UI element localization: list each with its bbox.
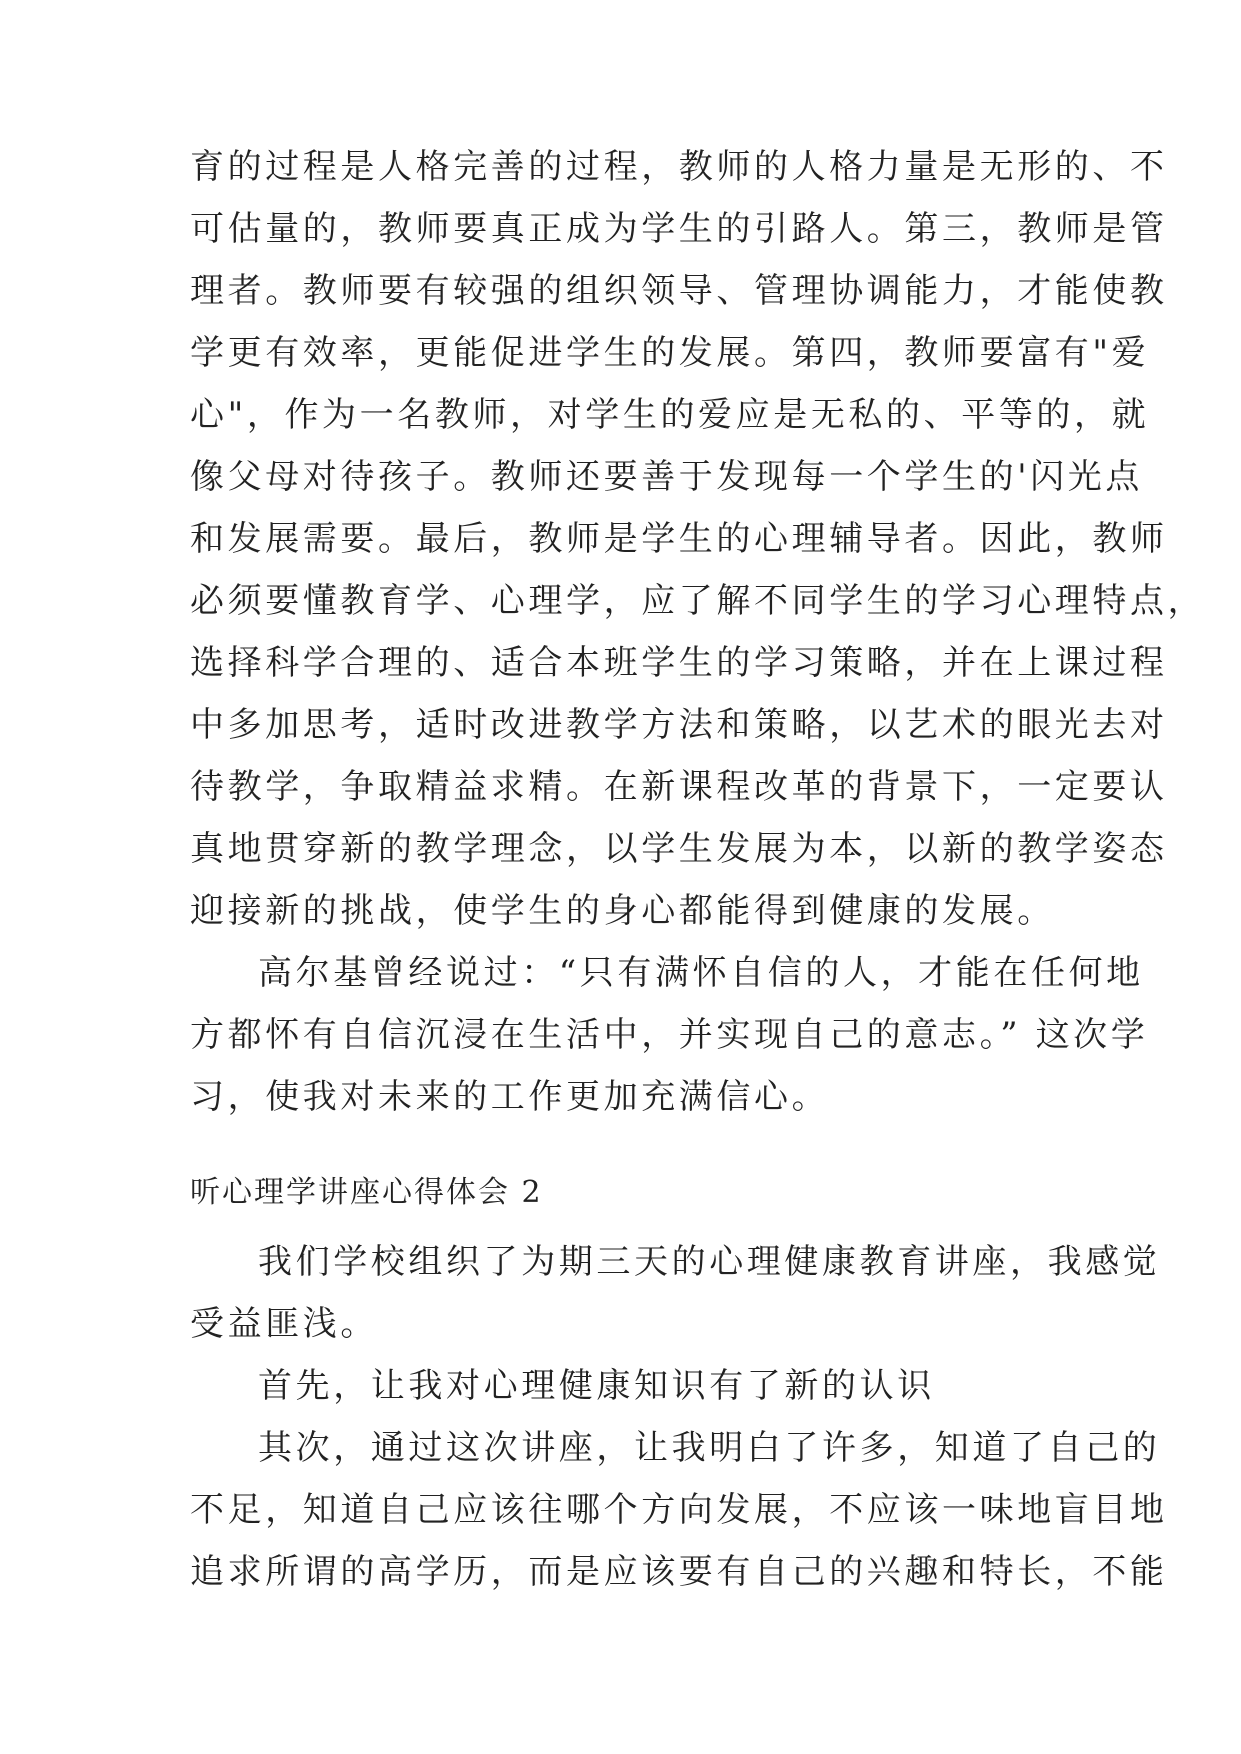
- text-line: 不足，知道自己应该往哪个方向发展，不应该一味地盲目地: [190, 1490, 1168, 1530]
- section-heading: 听心理学讲座心得体会 2: [190, 1175, 543, 1210]
- text-line: 待教学，争取精益求精。在新课程改革的背景下，一定要认: [190, 767, 1168, 807]
- text-line: 必须要懂教育学、心理学，应了解不同学生的学习心理特点，: [190, 581, 1206, 621]
- text-line: 育的过程是人格完善的过程，教师的人格力量是无形的、不: [190, 147, 1168, 187]
- text-line: 学更有效率，更能促进学生的发展。第四，教师要富有"爱: [190, 333, 1150, 373]
- text-line: 方都怀有自信沉浸在生活中，并实现自己的意志。” 这次学: [190, 1015, 1149, 1055]
- text-line: 首先，让我对心理健康知识有了新的认识: [258, 1366, 935, 1406]
- text-line: 真地贯穿新的教学理念，以学生发展为本，以新的教学姿态: [190, 829, 1168, 869]
- paragraph-intro: [190, 1231, 1161, 1355]
- paragraph-second: [190, 1417, 1168, 1603]
- text-line: 其次，通过这次讲座，让我明白了许多，知道了自己的: [258, 1428, 1161, 1468]
- text-line: 受益匪浅。: [190, 1304, 378, 1344]
- text-line: 理者。教师要有较强的组织领导、管理协调能力，才能使教: [190, 271, 1168, 311]
- text-line: 心"，作为一名教师，对学生的爱应是无私的、平等的，就: [190, 395, 1150, 435]
- text-line: 和发展需要。最后，教师是学生的心理辅导者。因此，教师: [190, 519, 1168, 559]
- text-line: 追求所谓的高学历，而是应该要有自己的兴趣和特长，不能: [190, 1552, 1168, 1592]
- text-line: 习，使我对未来的工作更加充满信心。: [190, 1077, 830, 1117]
- text-line: 迎接新的挑战，使学生的身心都能得到健康的发展。: [190, 891, 1055, 931]
- text-line: 可估量的，教师要真正成为学生的引路人。第三，教师是管: [190, 209, 1168, 249]
- text-line: 选择科学合理的、适合本班学生的学习策略，并在上课过程: [190, 643, 1168, 683]
- text-line: 我们学校组织了为期三天的心理健康教育讲座，我感觉: [258, 1242, 1161, 1282]
- text-line: 像父母对待孩子。教师还要善于发现每一个学生的'闪光点: [190, 457, 1143, 497]
- paragraph-gorky-quote: [190, 942, 1149, 1128]
- text-line: 中多加思考，适时改进教学方法和策略，以艺术的眼光去对: [190, 705, 1168, 745]
- text-line: 高尔基曾经说过：“只有满怀自信的人，才能在任何地: [258, 953, 1144, 993]
- paragraph-first: [190, 1355, 1050, 1417]
- paragraph-teacher-roles: [190, 136, 1206, 942]
